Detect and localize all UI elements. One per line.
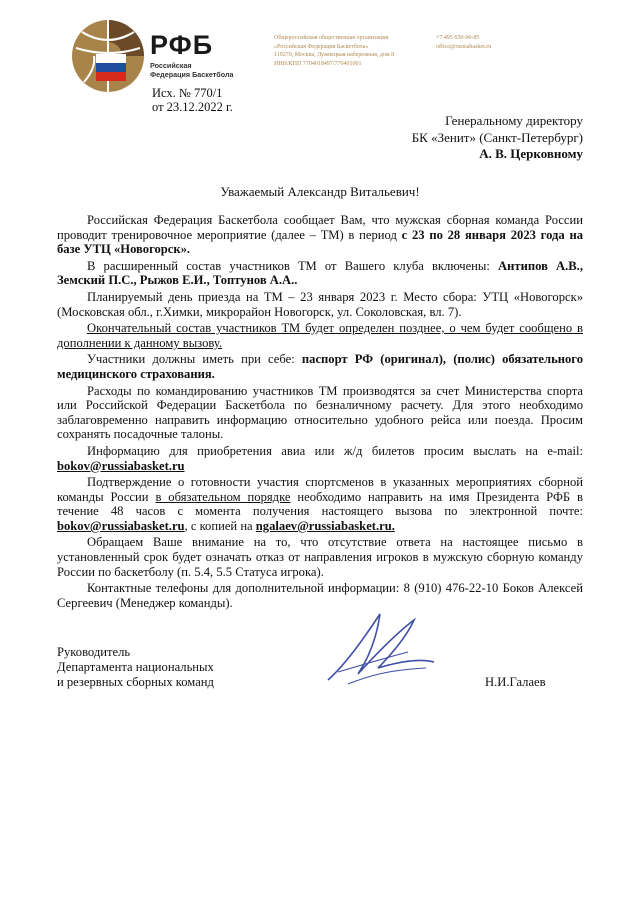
reference-number: Исх. № 770/1 [152, 86, 223, 100]
greeting: Уважаемый Александр Витальевич! [220, 184, 420, 199]
paragraph-confirmation: Подтверждение о готовности участия спортсменов в указанных мероприятиях сборной команды России в обязательном порядке необходимо направить на имя Президента РФБ в течение 48 часов с момента получения настоящего вызова по электронной почте: bokov@russiabasket.ru, с копией на ngalaev@russiabasket.ru. [57, 475, 584, 533]
paragraph-tickets: Информацию для приобретения авиа или ж/д билетов просим выслать на e-mail: bokov@russiabasket.ru [57, 443, 583, 473]
outgoing-reference [152, 86, 233, 114]
paragraph-expenses: Расходы по командированию участников ТМ производятся за счет Министерства спорта или Российской Федерации Баскетбола по безналичному расчету. Для этого необходимо заблаговременно направить информацию относительно удобного рейса или поезда. Просим сохранять посадочные талоны. [57, 383, 583, 442]
signoff-title: Руководитель Департамента национальных и резервных сборных команд [57, 645, 214, 689]
organization-details: Общероссийская общественная организация «Российская Федерация Баскетбола» 119270, Москва, Лужнецкая набережная, дом 8 ИНН/КПП 7704018497/770401001 [274, 35, 395, 67]
addressee-name: А. В. Церковному [479, 146, 583, 161]
paragraph-documents: Участники должны иметь при себе: паспорт РФ (оригинал), (полис) обязательного медицинского страхования. [57, 352, 583, 381]
letter-body [57, 213, 583, 612]
addressee-block: Генеральному директору БК «Зенит» (Санкт-Петербург) А. В. Церковному [411, 113, 583, 161]
email-link[interactable]: ngalaev@russiabasket.ru. [255, 518, 395, 533]
paragraph-final-roster: Окончательный состав участников ТМ будет определен позднее, о чем будет сообщено в дополнении к данному вызову. [57, 321, 583, 350]
paragraph-attention: Обращаем Ваше внимание на то, что отсутствие ответа на настоящее письмо в установленный срок будет означать отказ от направления игроков в мужскую сборную команду России по баскетболу (п. 5.4, 5.5 Статуса игрока). [57, 535, 583, 579]
email-link[interactable]: bokov@russiabasket.ru [57, 458, 185, 473]
reference-date: от 23.12.2022 г. [152, 100, 233, 114]
paragraph-arrival: Планируемый день приезда на ТМ – 23 января 2023 г. Место сбора: УТЦ «Новогорск» (Московская обл., г.Химки, микрорайон Новогорск, ул. Соколовская, вл. 7). [57, 289, 583, 319]
paragraph-contacts: Контактные телефоны для дополнительной информации: 8 (910) 476-22-10 Боков Алексей Сергеевич (Менеджер команды). [57, 581, 583, 610]
email-link[interactable]: bokov@russiabasket.ru [57, 518, 185, 533]
brand-subtitle: Российская Федерация Баскетбола [150, 61, 234, 79]
brand-name: РФБ [150, 30, 214, 60]
signer-name: Н.И.Галаев [485, 675, 546, 689]
signature-icon [318, 602, 438, 692]
paragraph-event: Российская Федерация Баскетбола сообщает Вам, что мужская сборная команда России проводит тренировочное мероприятие (далее – ТМ) в период с 23 по 28 января 2023 года на базе УТЦ «Новогорск». [57, 213, 583, 257]
paragraph-players: В расширенный состав участников ТМ от Вашего клуба включены: Антипов А.В., Земский П.С., Рыжов Е.И., Топтунов А.А.. [57, 258, 583, 288]
rfb-logo-icon [70, 18, 146, 94]
contact-details: +7 495 650-90-85 office@russiabasket.ru [436, 35, 492, 50]
